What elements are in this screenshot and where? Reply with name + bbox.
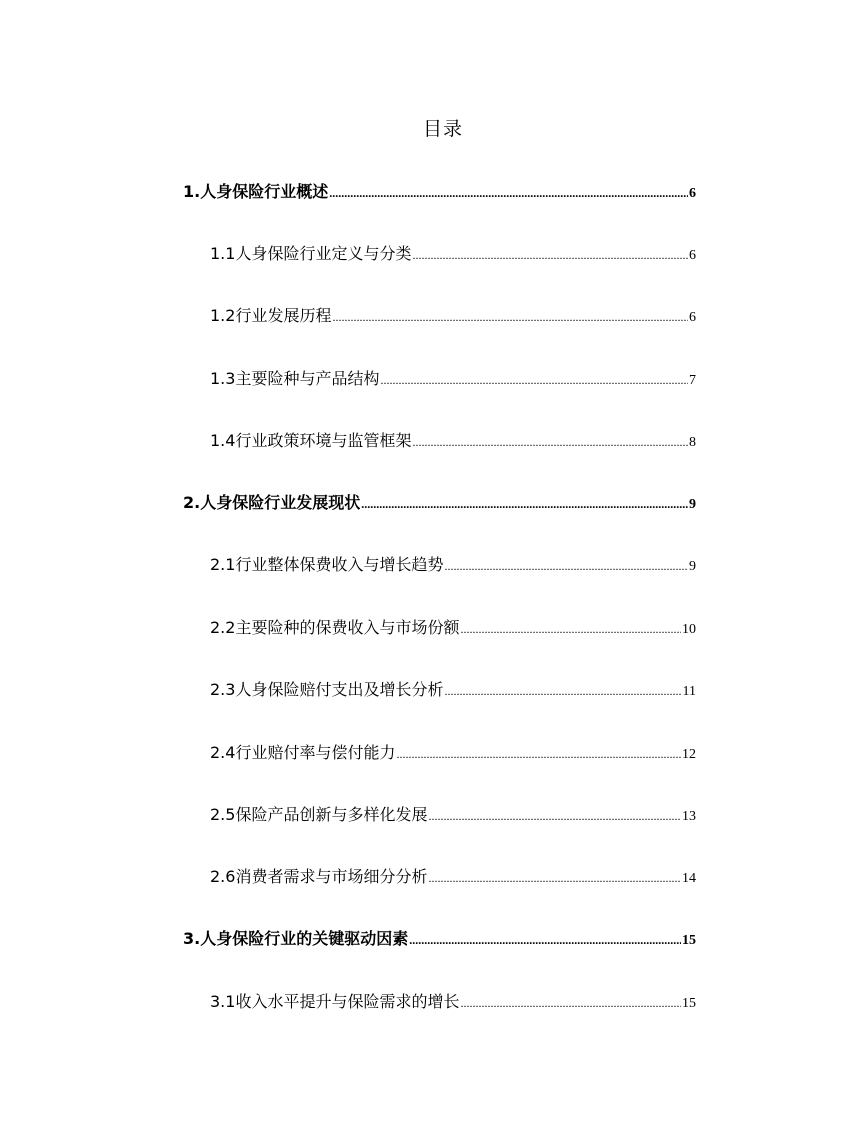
toc-entry-number: 2.2 <box>210 618 236 637</box>
toc-entry-text: 人身保险行业定义与分类 <box>235 244 412 263</box>
toc-entry-page: 10 <box>682 622 696 637</box>
toc-dot-leader <box>380 367 688 393</box>
toc-entry-number: 1. <box>183 182 201 201</box>
toc-entry-text: 行业政策环境与监管框架 <box>235 431 412 450</box>
toc-entry-3-1[interactable] <box>210 989 696 1015</box>
toc-entry-text: 保险产品创新与多样化发展 <box>235 805 428 824</box>
toc-entry-2-4[interactable] <box>210 740 696 766</box>
toc-entry-page: 15 <box>682 996 696 1011</box>
toc-entry-text: 人身保险行业的关键驱动因素 <box>200 929 409 948</box>
toc-dot-leader <box>460 616 681 642</box>
toc-entry-number: 2.5 <box>210 805 236 824</box>
toc-entry-2-5[interactable] <box>210 802 696 828</box>
toc-entry-page: 6 <box>689 186 696 201</box>
toc-entry-page: 6 <box>689 310 696 325</box>
toc-entry-number: 1.1 <box>210 244 236 263</box>
toc-entry-page: 14 <box>682 871 696 886</box>
toc-dot-leader <box>460 990 681 1016</box>
toc-title: 目录 <box>422 118 463 140</box>
toc-entry-2[interactable] <box>183 490 696 516</box>
toc-dot-leader <box>332 304 688 330</box>
toc-entry-3[interactable] <box>183 926 696 952</box>
toc-entry-2-1[interactable] <box>210 552 696 578</box>
toc-entry-text: 人身保险行业发展现状 <box>200 493 361 512</box>
toc-dot-leader <box>412 242 688 268</box>
toc-entry-number: 2.6 <box>210 867 236 886</box>
toc-entry-page: 12 <box>682 747 696 762</box>
toc-entry-number: 1.2 <box>210 306 236 325</box>
toc-dot-leader <box>412 429 688 455</box>
toc-entry-number: 3.1 <box>210 992 236 1011</box>
toc-entry-text: 收入水平提升与保险需求的增长 <box>235 992 460 1011</box>
toc-entry-text: 消费者需求与市场细分分析 <box>235 867 428 886</box>
toc-entry-1[interactable] <box>183 179 696 205</box>
toc-entry-2-3[interactable] <box>210 677 696 703</box>
toc-dot-leader <box>428 865 681 891</box>
toc-entry-number: 2. <box>183 493 201 512</box>
toc-dot-leader <box>444 553 688 579</box>
toc-entry-number: 2.4 <box>210 743 236 762</box>
toc-entry-number: 2.3 <box>210 680 236 699</box>
toc-dot-leader <box>361 491 688 517</box>
toc-dot-leader <box>329 180 688 206</box>
toc-entry-page: 9 <box>689 497 696 512</box>
toc-entry-text: 主要险种的保费收入与市场份额 <box>235 618 460 637</box>
toc-entry-1-4[interactable] <box>210 428 696 454</box>
toc-entry-2-6[interactable] <box>210 864 696 890</box>
toc-entry-page: 9 <box>689 559 696 574</box>
toc-entry-number: 1.3 <box>210 369 236 388</box>
toc-entry-page: 15 <box>682 933 696 948</box>
toc-entry-text: 主要险种与产品结构 <box>235 369 380 388</box>
toc-entry-1-3[interactable] <box>210 366 696 392</box>
toc-entry-text: 人身保险行业概述 <box>200 182 329 201</box>
toc-dot-leader <box>428 803 681 829</box>
toc-entry-page: 6 <box>689 248 696 263</box>
toc-entry-number: 1.4 <box>210 431 236 450</box>
toc-entry-text: 行业赔付率与偿付能力 <box>235 743 396 762</box>
toc-entry-text: 人身保险赔付支出及增长分析 <box>235 680 444 699</box>
toc-entry-text: 行业整体保费收入与增长趋势 <box>235 555 444 574</box>
toc-entry-page: 8 <box>689 435 696 450</box>
toc-entry-page: 11 <box>682 684 696 699</box>
toc-entry-1-1[interactable] <box>210 241 696 267</box>
toc-entry-number: 3. <box>183 929 201 948</box>
toc-entry-2-2[interactable] <box>210 615 696 641</box>
toc-dot-leader <box>396 741 681 767</box>
toc-entry-text: 行业发展历程 <box>235 306 332 325</box>
toc-entry-1-2[interactable] <box>210 303 696 329</box>
toc-entry-number: 2.1 <box>210 555 236 574</box>
toc-dot-leader <box>409 927 681 953</box>
toc-dot-leader <box>444 678 681 704</box>
toc-entry-page: 7 <box>689 373 696 388</box>
toc-entry-page: 13 <box>682 809 696 824</box>
